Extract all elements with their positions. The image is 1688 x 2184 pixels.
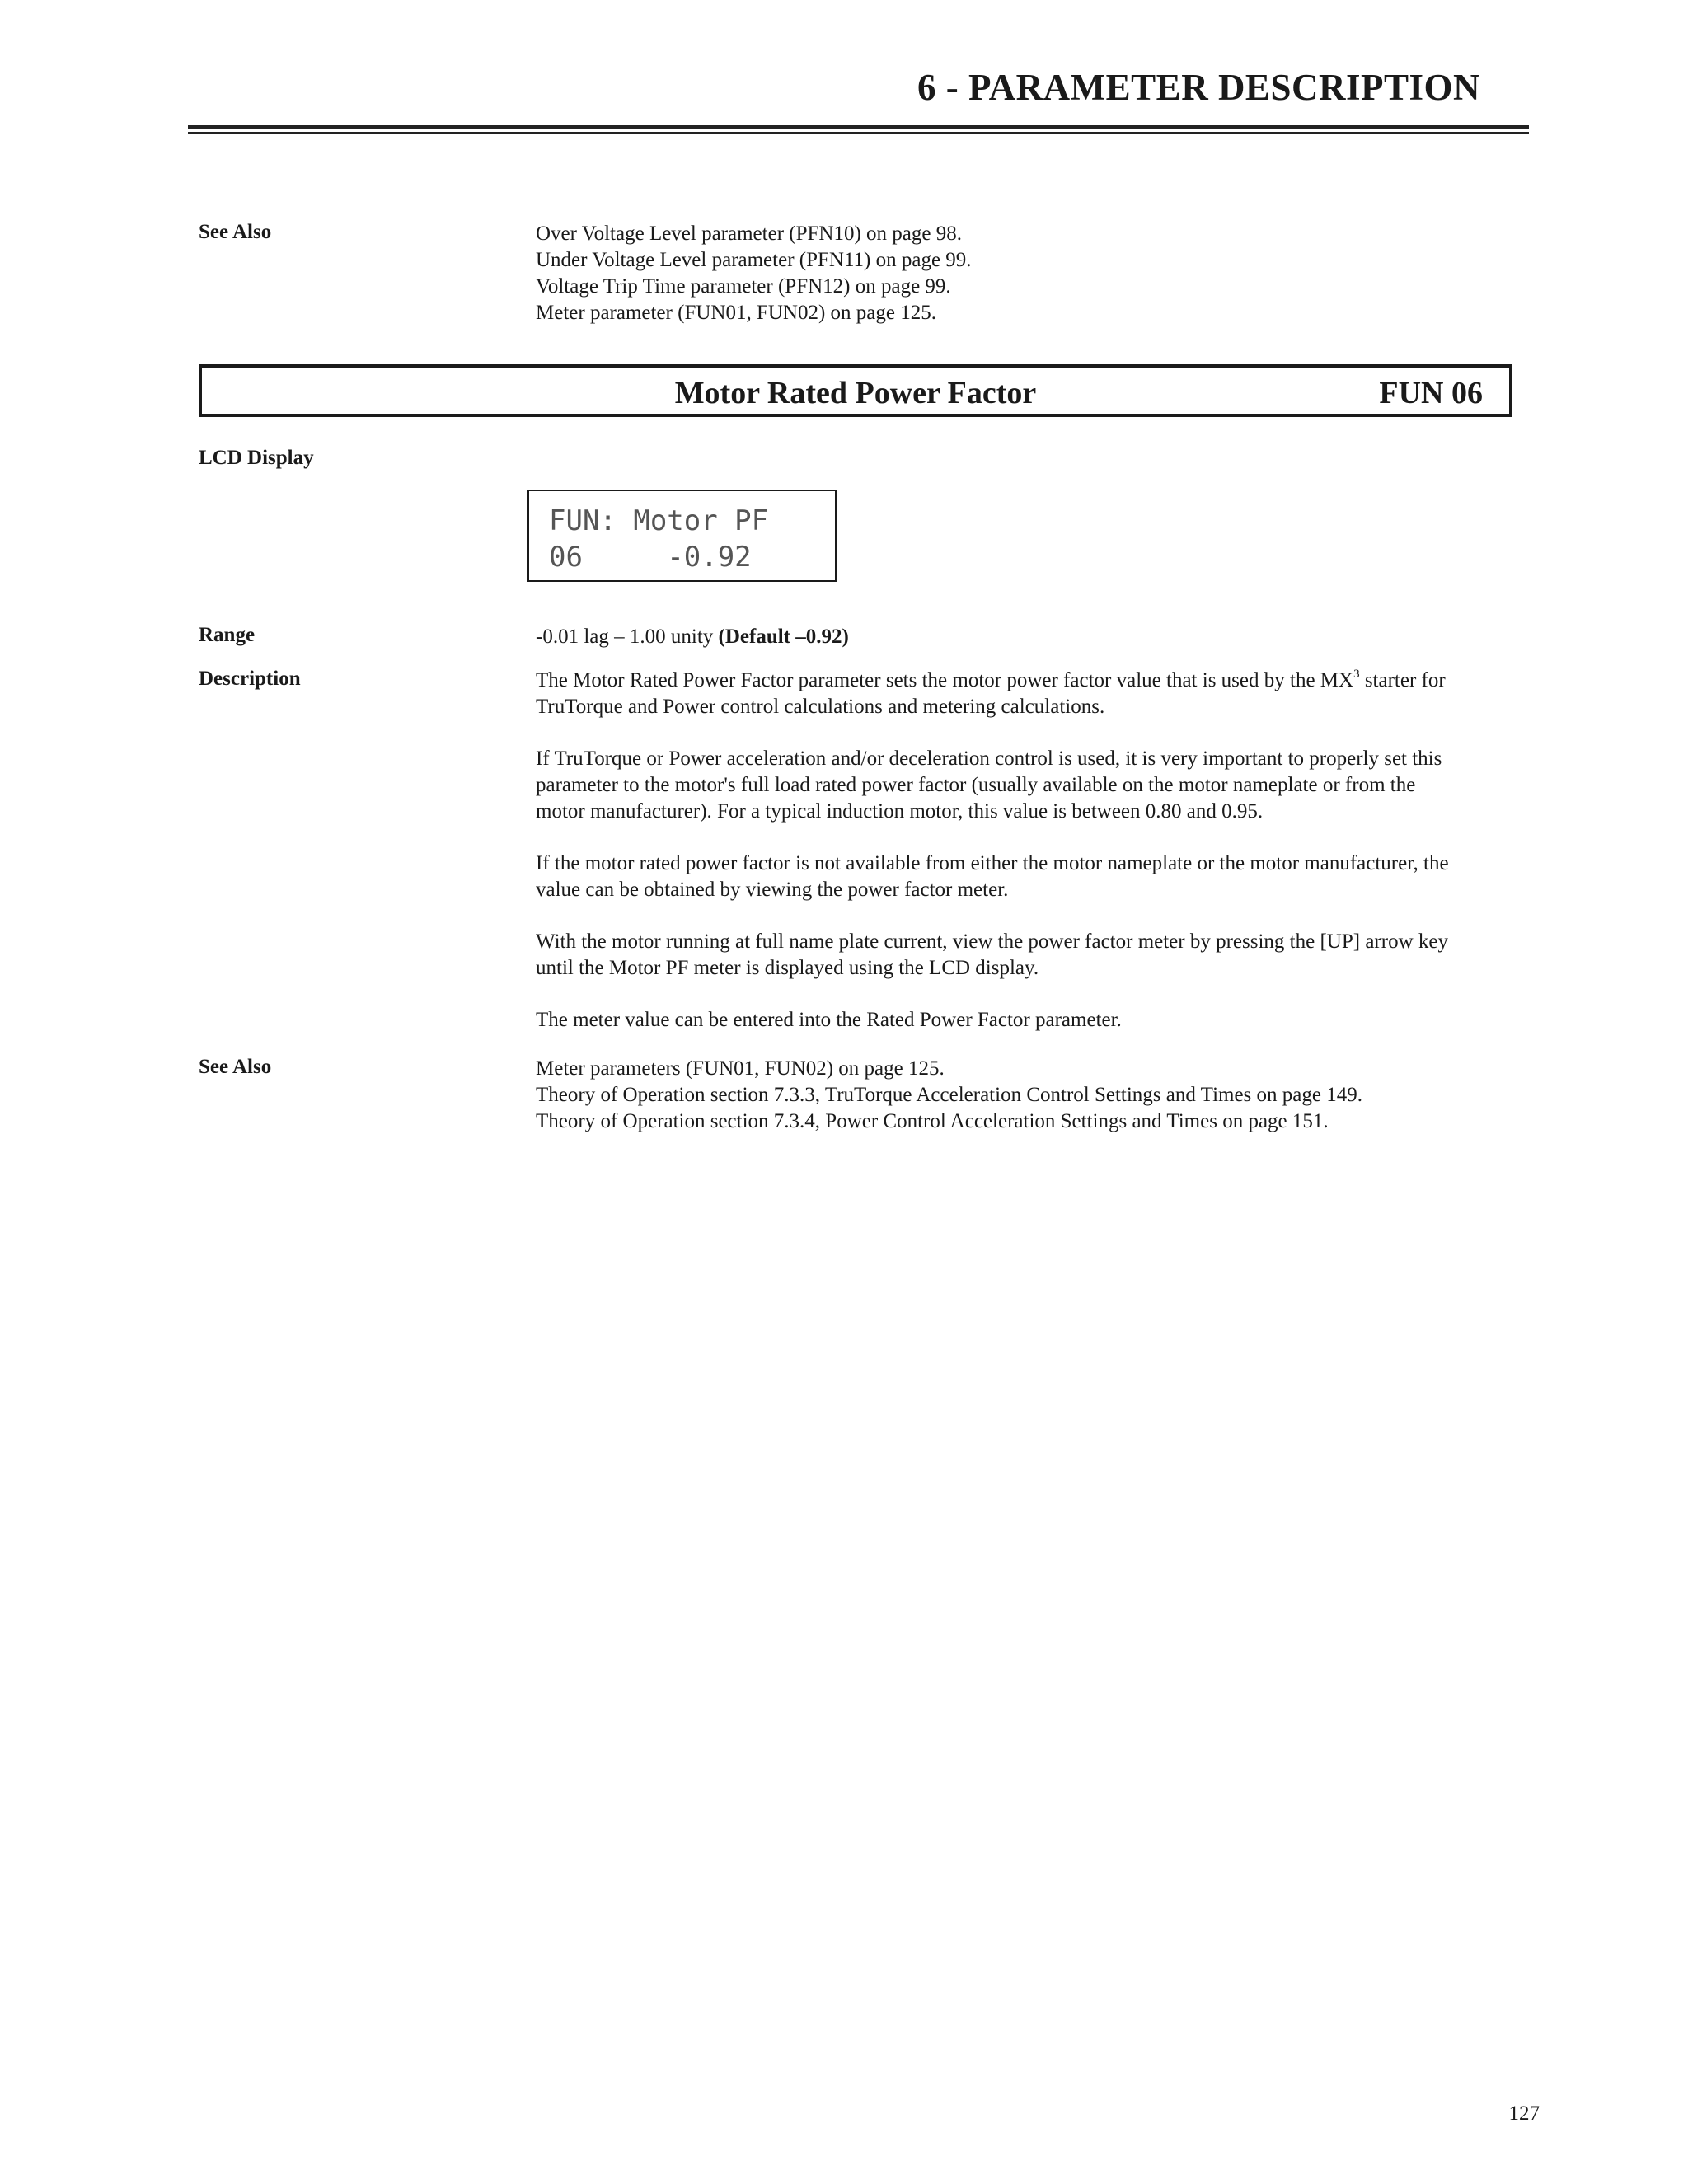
see-also-top-item: Over Voltage Level parameter (PFN10) on page 98. bbox=[536, 223, 962, 245]
range-value bbox=[536, 624, 1517, 650]
description-p1-text: The Motor Rated Power Factor parameter sets the motor power factor value that is used by the MX bbox=[536, 669, 1354, 691]
description-p4-line: With the motor running at full name plate current, view the power factor meter by pressing the [UP] arrow key bbox=[536, 930, 1448, 953]
description-paragraph bbox=[536, 851, 1517, 903]
range-text: -0.01 lag – 1.00 unity bbox=[536, 626, 719, 648]
description-paragraph bbox=[536, 746, 1517, 825]
description-paragraph bbox=[536, 668, 1517, 720]
description-body bbox=[536, 668, 1517, 1059]
see-also-bottom-list bbox=[536, 1056, 1517, 1135]
section-title: Motor Rated Power Factor bbox=[674, 376, 1037, 410]
chapter-title: 6 - PARAMETER DESCRIPTION bbox=[917, 67, 1480, 108]
lcd-display-box bbox=[528, 490, 837, 582]
description-p2-line: parameter to the motor's full load rated power factor (usually available on the motor nameplate or from the bbox=[536, 774, 1416, 796]
header-rule-thin bbox=[188, 132, 1529, 134]
lcd-display-label: LCD Display bbox=[199, 447, 314, 469]
section-code: FUN 06 bbox=[1379, 376, 1483, 410]
range-label: Range bbox=[199, 624, 256, 646]
see-also-bottom-item: Theory of Operation section 7.3.4, Power Control Acceleration Settings and Times on page 151. bbox=[536, 1110, 1329, 1132]
range-default: (Default –0.92) bbox=[718, 626, 849, 648]
description-paragraph bbox=[536, 929, 1517, 982]
description-p4-line: until the Motor PF meter is displayed using the LCD display. bbox=[536, 957, 1039, 979]
description-p5-line: The meter value can be entered into the Rated Power Factor parameter. bbox=[536, 1009, 1122, 1031]
lcd-line-2: 06 -0.92 bbox=[549, 541, 752, 574]
page-number: 127 bbox=[1508, 2102, 1540, 2125]
description-p2-line: If TruTorque or Power acceleration and/or deceleration control is used, it is very important to properly set this bbox=[536, 748, 1442, 770]
see-also-top-item: Under Voltage Level parameter (PFN11) on page 99. bbox=[536, 249, 972, 271]
see-also-top-item: Meter parameter (FUN01, FUN02) on page 125. bbox=[536, 302, 936, 324]
see-also-top-label: See Also bbox=[199, 221, 272, 243]
see-also-top-item: Voltage Trip Time parameter (PFN12) on page 99. bbox=[536, 275, 951, 298]
description-p3-line: If the motor rated power factor is not available from either the motor nameplate or the motor manufacturer, the bbox=[536, 852, 1449, 874]
header-rule-thick bbox=[188, 125, 1529, 129]
lcd-line-1: FUN: Motor PF bbox=[549, 504, 769, 537]
description-p3-line: value can be obtained by viewing the power factor meter. bbox=[536, 879, 1009, 901]
description-paragraph bbox=[536, 1007, 1517, 1033]
see-also-top-list bbox=[536, 221, 1517, 326]
description-p1-text-end: starter for bbox=[1359, 669, 1446, 691]
description-p1-superscript: 3 bbox=[1353, 667, 1360, 681]
see-also-bottom-item: Theory of Operation section 7.3.3, TruTorque Acceleration Control Settings and Times on page 149. bbox=[536, 1084, 1362, 1106]
description-label: Description bbox=[199, 668, 301, 690]
description-p2-line: motor manufacturer). For a typical induction motor, this value is between 0.80 and 0.95. bbox=[536, 800, 1264, 823]
see-also-bottom-label: See Also bbox=[199, 1056, 272, 1078]
section-header bbox=[199, 364, 1512, 417]
description-p1-line: TruTorque and Power control calculations and metering calculations. bbox=[536, 696, 1105, 718]
see-also-bottom-item: Meter parameters (FUN01, FUN02) on page 125. bbox=[536, 1057, 945, 1080]
